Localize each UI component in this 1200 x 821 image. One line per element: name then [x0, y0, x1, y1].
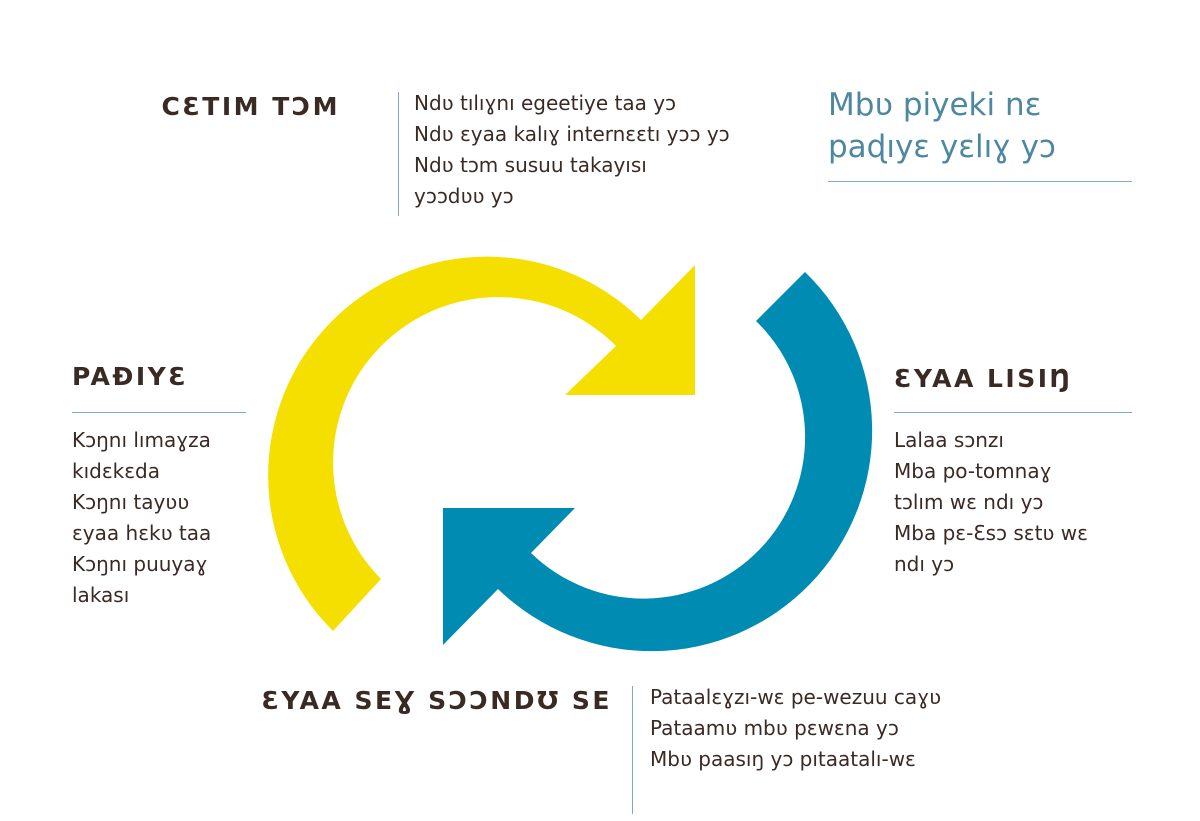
list-item: Ndʋ tɔm susuu takayısı — [414, 153, 647, 177]
list-item: ɛyaa hɛkʋ taa — [72, 521, 212, 545]
list-item: kıdɛkɛda — [72, 459, 160, 483]
list-item: Mba po-tomnaɣ — [894, 459, 1052, 483]
list-item: Pataamʋ mbʋ pɛwɛna yɔ — [650, 716, 899, 740]
list-item: Pataalɛɣzı-wɛ pe-wezuu caɣʋ — [650, 685, 942, 709]
stage-left-divider — [72, 412, 246, 413]
list-item: Kɔŋnı puuyaɣ — [72, 552, 208, 576]
list-item: yɔɔdʋʋ yɔ — [414, 184, 514, 208]
stage-left-title: PAƉIYƐ — [72, 362, 189, 391]
stage-top-divider — [398, 92, 399, 216]
stage-bottom-title: ƐYAA SEƔ SƆƆNDƱ SE — [261, 686, 612, 715]
list-item: ndı yɔ — [894, 552, 955, 576]
stage-right-divider — [894, 412, 1132, 413]
stage-top-title: CƐTIM TƆM — [161, 92, 340, 121]
list-item: Ndʋ ɛyaa kalıɣ internɛɛtı yɔɔ yɔ — [414, 122, 730, 146]
stage-bottom-list — [650, 682, 941, 775]
list-item: Mba pɛ-Ɛsɔ sɛtʋ wɛ — [894, 521, 1088, 545]
stage-right-title: ƐYAA LISIŊ — [894, 364, 1073, 393]
stage-bottom-divider — [632, 686, 633, 814]
stage-left-list — [72, 425, 211, 611]
headline-line-2: paɖıyɛ yɛlıɣ yɔ — [828, 129, 1056, 165]
list-item: Lalaa sɔnzı — [894, 428, 1004, 452]
stage-top-list — [414, 88, 730, 212]
list-item: Mbʋ paasıŋ yɔ pıtaatalı-wɛ — [650, 747, 916, 771]
stage-right-list — [894, 425, 1088, 580]
list-item: tɔlım wɛ ndı yɔ — [894, 490, 1044, 514]
headline-line-1: Mbʋ piyeki nɛ — [828, 87, 1042, 123]
list-item: Kɔŋnı tayʋʋ — [72, 490, 190, 514]
headline — [828, 84, 1056, 168]
headline-underline — [828, 181, 1132, 182]
list-item: Kɔŋnı lımaɣza — [72, 428, 211, 452]
list-item: Ndʋ tılıɣnı egeetiye taa yɔ — [414, 91, 677, 115]
list-item: lakası — [72, 583, 130, 607]
